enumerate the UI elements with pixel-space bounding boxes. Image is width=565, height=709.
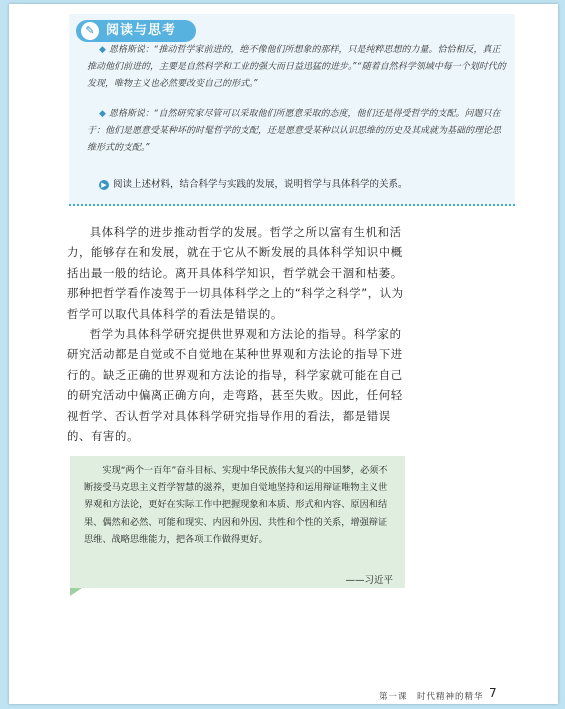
xi-quote-text: 实现“两个一百年”奋斗目标、实现中华民族伟大复兴的中国梦，必须不断接受马克思主义哲学智慧的滋养，更加自觉地坚持和运用辩证唯物主义世界观和方法论，更好在实际工作中把握现象和本质、形式和内容、原因和结果、偶然和必然、可能和现实、内因和外因、共性和个性的关系，增强辩证思维、战略思维能力，把各项工作做得更好。 [84,465,388,545]
engels-quote-1-text: 恩格斯说：“推动哲学家前进的，绝不像他们所想象的那样，只是纯粹思想的力量。恰恰相反，真正推动他们前进的，主要是自然科学和工业的强大而日益迅猛的进步。”“随着自然科学领域中每一个划时代的发现，唯物主义也必然要改变自己的形式。” [87,45,506,89]
reading-task-text: 阅读上述材料，结合科学与实践的发展，说明哲学与具体科学的关系。 [113,179,408,190]
engels-quote-2-text: 恩格斯说：“自然研究家尽管可以采取他们所愿意采取的态度，他们还是得受哲学的支配。问题只在于：他们是愿意受某种坏的时髦哲学的支配，还是愿意受某种以认识思维的历史及其成就为基础的理论思维形式的支配。” [87,109,502,153]
reading-box-title: 阅读与思考 [106,23,177,38]
book-pen-icon: ✎ [81,22,99,40]
reading-task [99,178,408,192]
diamond-bullet-icon: ◆ [99,45,106,55]
engels-quote-2 [87,106,507,157]
engels-quote-1 [87,42,507,93]
reading-box-header [76,20,196,42]
arrow-right-icon: ▶ [99,180,109,190]
xi-quote-box [70,456,405,588]
body-paragraph-1: 具体科学的进步推动哲学的发展。哲学之所以富有生机和活力，能够存在和发展，就在于它从不断发展的具体科学知识中概括出最一般的结论。离开具体科学知识，哲学就会干涸和枯萎。那种把哲学看作凌驾于一切具体科学之上的“科学之科学”，认为哲学可以取代具体科学的看法是错误的。 [67,225,404,321]
corner-decoration [70,588,82,596]
page-number: 7 [489,686,497,700]
quote-author: ——习近平 [345,575,393,586]
footer-chapter-label: 第一课 时代精神的精华 [379,692,484,702]
diamond-bullet-icon: ◆ [99,109,106,119]
reading-and-thinking-box [69,14,515,206]
textbook-page [9,4,558,704]
body-paragraph-2: 哲学为具体科学研究提供世界观和方法论的指导。科学家的研究活动都是自觉或不自觉地在某种世界观和方法论的指导下进行的。缺乏正确的世界观和方法论的指导，科学家就可能在自己的研究活动中偏离正确方向，走弯路，甚至失败。因此，任何轻视哲学、否认哲学对具体科学研究指导作用的看法，都是错误的、有害的。 [67,327,403,444]
